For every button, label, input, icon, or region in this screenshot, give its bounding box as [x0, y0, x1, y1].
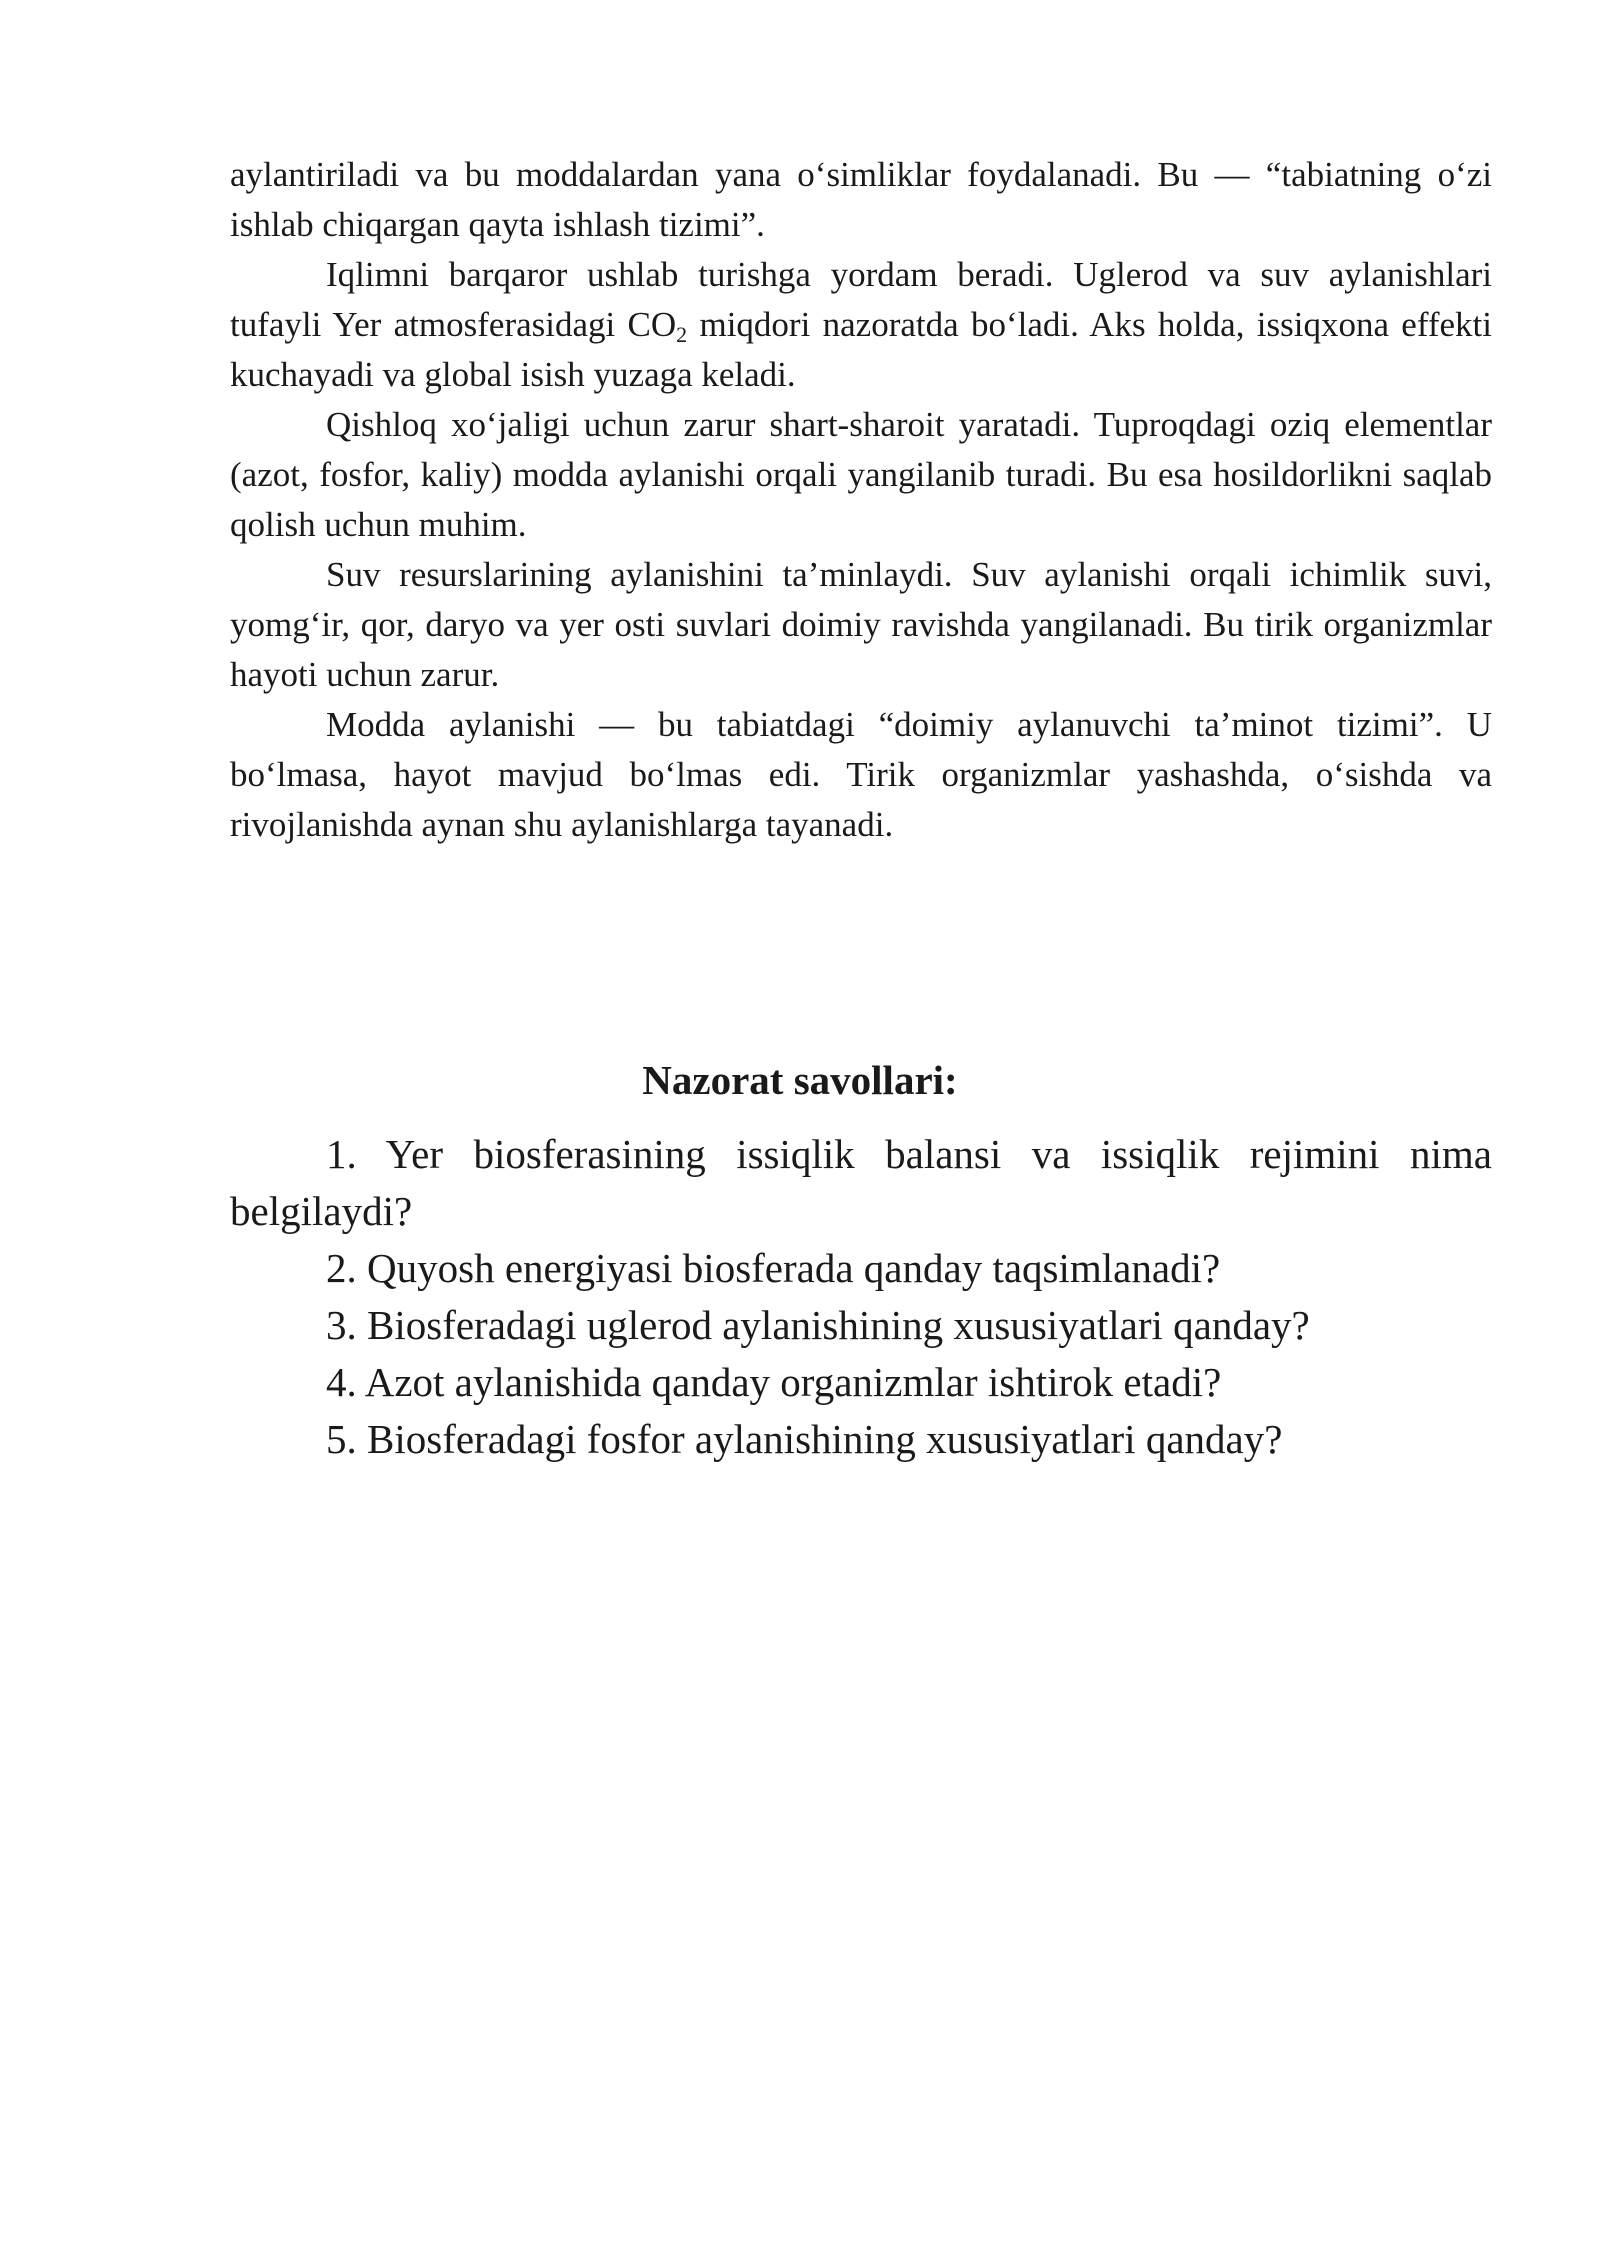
paragraph-text: Qishloq xo‘jaligi uchun zarur shart-sharoit yaratadi. Tuproqdagi oziq elementlar (azot, fosfor, kaliy) modda aylanishi orqali yangilanib turadi. Bu esa hosildorlikni saqlab qolish uchun muhim. — [230, 405, 1492, 544]
questions-heading: Nazorat savollari: — [642, 1057, 958, 1103]
co2-subscript: 2 — [676, 322, 688, 347]
paragraph-continuation — [230, 150, 1492, 250]
body-text — [230, 150, 1492, 850]
paragraph-agriculture — [230, 400, 1492, 550]
paragraph-text-after: miqdori nazoratda bo‘ladi. Aks holda, issiqxona effekti kuchayadi va global isish yuzaga keladi. — [230, 305, 1492, 394]
paragraph-conclusion — [230, 700, 1492, 850]
paragraph-text: aylantiriladi va bu moddalardan yana o‘simliklar foydalanadi. Bu — “tabiatning o‘zi ishlab chiqargan qayta ishlash tizimi”. — [230, 155, 1492, 244]
question-item: 4. Azot aylanishida qanday organizmlar ishtirok etadi? — [326, 1359, 1222, 1405]
question-item: 3. Biosferadagi uglerod aylanishining xususiyatlari qanday? — [326, 1302, 1310, 1348]
paragraph-water — [230, 550, 1492, 700]
question-item: 1. Yer biosferasining issiqlik balansi va issiqlik rejimini nima belgilaydi? — [230, 1131, 1492, 1234]
question-item: 2. Quyosh energiyasi biosferada qanday taqsimlanadi? — [326, 1245, 1221, 1291]
question-item: 5. Biosferadagi fosfor aylanishining xususiyatlari qanday? — [326, 1416, 1283, 1462]
paragraph-text: Suv resurslarining aylanishini ta’minlaydi. Suv aylanishi orqali ichimlik suvi, yomg‘ir, qor, daryo va yer osti suvlari doimiy ravishda yangilanadi. Bu tirik organizmlar hayoti uchun zarur. — [230, 555, 1492, 694]
paragraph-climate — [230, 250, 1492, 400]
paragraph-text: Modda aylanishi — bu tabiatdagi “doimiy aylanuvchi ta’minot tizimi”. U bo‘lmasa, hayot mavjud bo‘lmas edi. Tirik organizmlar yashashda, o‘sishda va rivojlanishda aynan shu aylanishlarga tayanadi. — [230, 705, 1492, 844]
questions-list — [230, 1126, 1492, 1468]
paragraph-text: Iqlimni barqaror ushlab turishga yordam beradi. Uglerod va suv aylanishlari tufayli Yer atmosferasidagi CO — [230, 255, 1492, 344]
